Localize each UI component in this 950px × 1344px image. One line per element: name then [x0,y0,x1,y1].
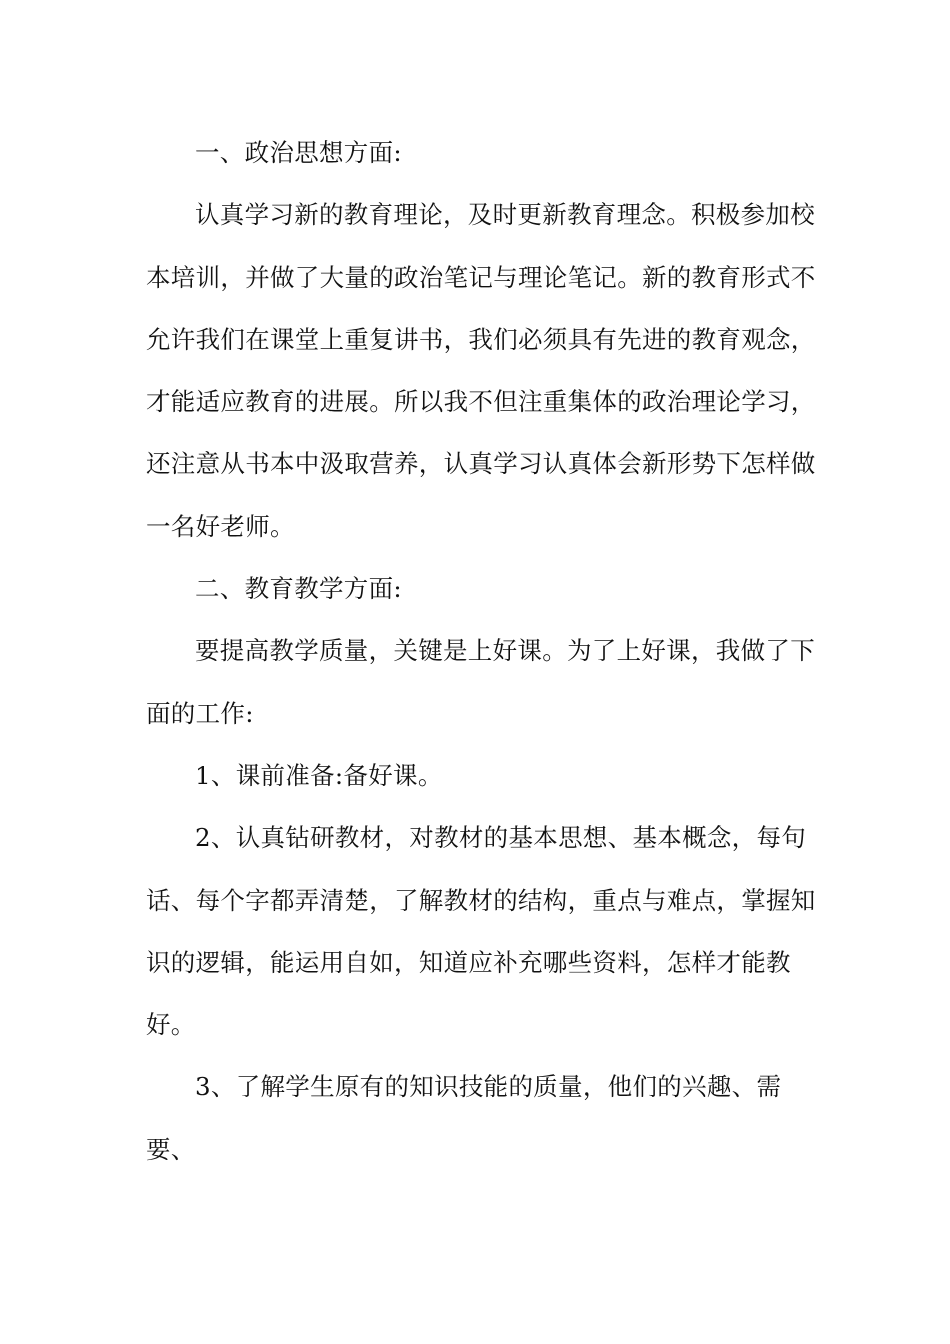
heading-political-thought: 一、政治思想方面: [195,138,402,167]
heading-teaching: 二、教育教学方面: [195,574,402,604]
document-body [146,122,816,1181]
list-item-2: 2、认真钻研教材，对教材的基本思想、基本概念，每句话、每个字都弄清楚，了解教材的结构，重点与难点，掌握知识的逻辑，能运用自如，知道应补充哪些资料，怎样才能教好。 [146,823,816,1040]
paragraph-political-study: 认真学习新的教育理论，及时更新教育理念。积极参加校本培训，并做了大量的政治笔记与理论笔记。新的教育形式不允许我们在课堂上重复讲书，我们必须具有先进的教育观念，才能适应教育的进展。所以我不但注重集体的政治理论学习，还注意从书本中汲取营养，认真学习认真体会新形势下怎样做一名好老师。 [146,200,816,541]
paragraph-teaching-quality: 要提高教学质量，关键是上好课。为了上好课，我做了下面的工作: [146,636,815,728]
list-item-1: 1、课前准备:备好课。 [195,760,443,790]
list-item-3: 3、了解学生原有的知识技能的质量，他们的兴趣、需要、 [146,1072,782,1164]
